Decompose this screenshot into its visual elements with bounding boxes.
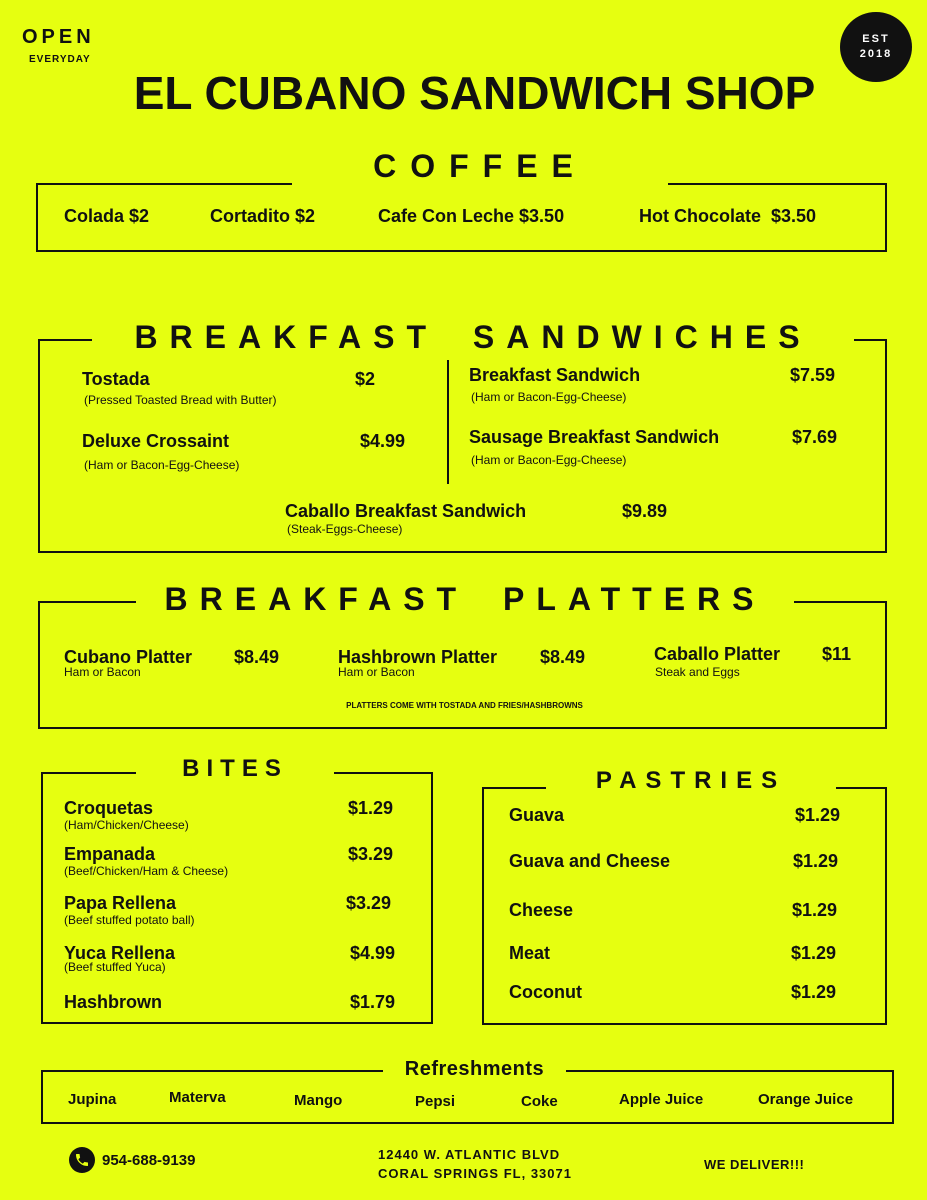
established-badge xyxy=(840,12,912,82)
menu-item-name: Yuca Rellena xyxy=(64,943,176,963)
breakfast-sandwiches-heading: BREAKFAST SANDWICHES xyxy=(134,319,812,355)
menu-item-name: Caballo Platter xyxy=(654,644,781,664)
menu-item-name: Hashbrown Platter xyxy=(338,647,498,667)
menu-item-desc: (Ham or Bacon-Egg-Cheese) xyxy=(471,453,627,467)
refreshment-item: Apple Juice xyxy=(619,1091,704,1108)
menu-item-name: Caballo Breakfast Sandwich xyxy=(285,501,527,521)
delivery-note: WE DELIVER!!! xyxy=(704,1157,805,1172)
refreshment-item: Coke xyxy=(521,1093,558,1110)
phone-icon xyxy=(69,1147,95,1173)
menu-item-price: $8.49 xyxy=(234,647,280,667)
menu-item-name: Guava xyxy=(509,805,565,825)
menu-item-name: Empanada xyxy=(64,844,156,864)
menu-item-desc: Steak and Eggs xyxy=(655,665,740,679)
shop-title: EL CUBANO SANDWICH SHOP xyxy=(133,67,816,119)
menu-item-price: $3.29 xyxy=(348,844,394,864)
refreshment-item: Materva xyxy=(169,1089,226,1106)
phone-number[interactable]: 954-688-9139 xyxy=(102,1152,196,1169)
menu-item-price: $1.29 xyxy=(348,798,394,818)
menu-item-price: $11 xyxy=(822,644,852,664)
refreshment-item: Orange Juice xyxy=(758,1091,854,1108)
menu-item-price: $2 xyxy=(355,369,376,389)
menu-item-desc: (Beef stuffed potato ball) xyxy=(64,913,195,927)
menu-item-name: Meat xyxy=(509,943,551,963)
menu-item-desc: Ham or Bacon xyxy=(338,665,415,679)
menu-item-price: $1.29 xyxy=(792,900,838,920)
everyday-label: EVERYDAY xyxy=(29,54,91,65)
menu-item-price: $1.29 xyxy=(795,805,841,825)
refreshment-item: Jupina xyxy=(68,1091,117,1108)
pastries-heading: PASTRIES xyxy=(595,767,787,794)
menu-item-name: Tostada xyxy=(82,369,150,389)
badge-year: 2018 xyxy=(859,48,893,60)
menu-item-desc: (Steak-Eggs-Cheese) xyxy=(287,522,403,536)
badge-est: EST xyxy=(862,33,890,45)
menu-item-name: Breakfast Sandwich xyxy=(469,365,641,385)
open-label: OPEN xyxy=(22,26,95,48)
menu-item-name: Coconut xyxy=(509,982,582,1002)
coffee-item: Colada $2 xyxy=(64,206,150,226)
menu-item-price: $1.79 xyxy=(350,992,396,1012)
menu-item-name: Hashbrown xyxy=(64,992,163,1012)
column-divider xyxy=(447,360,449,484)
menu-item-name: Cubano Platter xyxy=(64,647,193,667)
menu-item-desc: (Beef stuffed Yuca) xyxy=(64,960,166,974)
menu-item-name: Papa Rellena xyxy=(64,893,177,913)
menu-item-name: Deluxe Crossaint xyxy=(82,431,230,451)
menu-item-desc: (Ham/Chicken/Cheese) xyxy=(64,818,189,832)
breakfast-platters-heading: BREAKFAST PLATTERS xyxy=(164,581,766,617)
refreshment-item: Pepsi xyxy=(415,1093,456,1110)
menu-item-name: Sausage Breakfast Sandwich xyxy=(469,427,720,447)
refreshments-heading: Refreshments xyxy=(404,1058,545,1080)
address-line-1: 12440 W. ATLANTIC BLVD xyxy=(378,1147,561,1162)
menu-item-price: $7.59 xyxy=(790,365,836,385)
platters-note: PLATTERS COME WITH TOSTADA AND FRIES/HASHBROWNS xyxy=(346,701,583,710)
address-line-2: CORAL SPRINGS FL, 33071 xyxy=(378,1166,572,1181)
menu-item-price: $8.49 xyxy=(540,647,586,667)
menu-item-price: $1.29 xyxy=(791,982,837,1002)
menu-item-price: $1.29 xyxy=(791,943,837,963)
coffee-item: Hot Chocolate $3.50 xyxy=(639,206,817,226)
bites-heading: BITES xyxy=(182,755,288,782)
menu-item-name: Croquetas xyxy=(64,798,154,818)
menu-item-price: $4.99 xyxy=(350,943,396,963)
menu-item-desc: (Pressed Toasted Bread with Butter) xyxy=(84,393,277,407)
menu-item-price: $3.29 xyxy=(346,893,392,913)
refreshment-item: Mango xyxy=(294,1092,343,1109)
menu-item-desc: (Ham or Bacon-Egg-Cheese) xyxy=(84,458,240,472)
menu-item-price: $7.69 xyxy=(792,427,838,447)
menu-item-desc: (Ham or Bacon-Egg-Cheese) xyxy=(471,390,627,404)
menu-item-name: Cheese xyxy=(509,900,574,920)
coffee-item: Cortadito $2 xyxy=(210,206,316,226)
menu-item-price: $1.29 xyxy=(793,851,839,871)
menu-item-price: $9.89 xyxy=(622,501,668,521)
coffee-item: Cafe Con Leche $3.50 xyxy=(378,206,565,226)
menu-item-desc: (Beef/Chicken/Ham & Cheese) xyxy=(64,864,229,878)
coffee-heading: COFFEE xyxy=(373,148,587,184)
menu-item-price: $4.99 xyxy=(360,431,406,451)
menu-item-name: Guava and Cheese xyxy=(509,851,671,871)
menu-item-desc: Ham or Bacon xyxy=(64,665,141,679)
